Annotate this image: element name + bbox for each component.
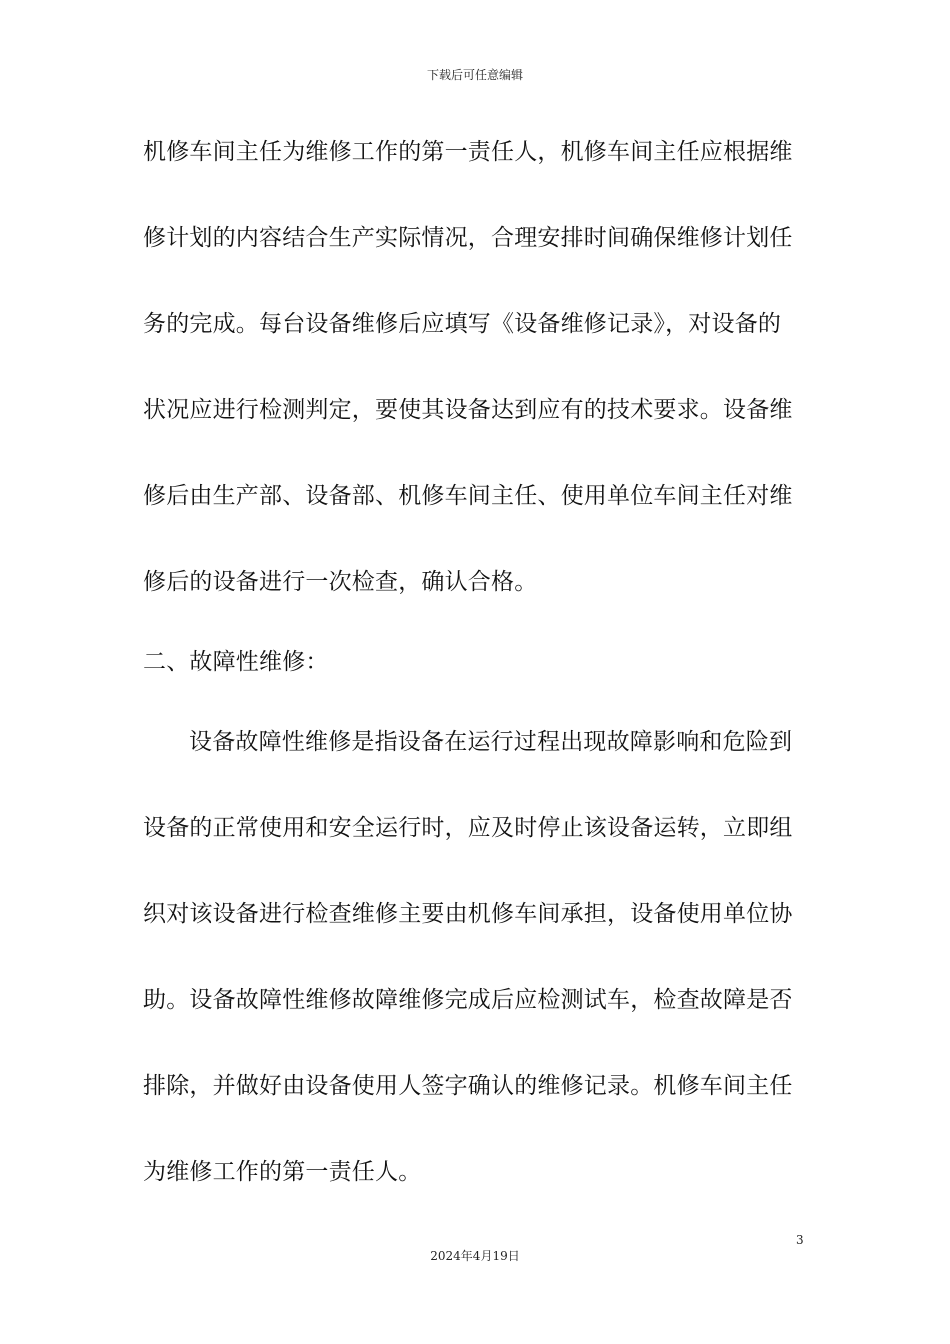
page-number: 3	[796, 1233, 804, 1247]
text-line: 设备的正常使用和安全运行时，应及时停止该设备运转，立即组	[143, 815, 793, 841]
document-body	[143, 122, 807, 1228]
text-line: 为维修工作的第一责任人。	[143, 1159, 422, 1185]
text-line: 务的完成。每台设备维修后应填写《设备维修记录》，对设备的	[143, 311, 782, 337]
text-line: 修后的设备进行一次检查，确认合格。	[143, 569, 538, 595]
text-line: 修计划的内容结合生产实际情况，合理安排时间确保维修计划任	[143, 225, 793, 251]
text-line: 助。设备故障性维修故障维修完成后应检测试车，检查故障是否	[143, 987, 793, 1013]
text-line: 设备故障性维修是指设备在运行过程出现故障影响和危险到	[189, 729, 793, 755]
text-line: 机修车间主任为维修工作的第一责任人，机修车间主任应根据维	[143, 139, 793, 165]
section-heading: 二、故障性维修：	[143, 649, 329, 675]
page-header: 下载后可任意编辑	[426, 68, 523, 82]
text-line: 排除，并做好由设备使用人签字确认的维修记录。机修车间主任	[143, 1073, 793, 1099]
text-line: 修后由生产部、设备部、机修车间主任、使用单位车间主任对维	[143, 483, 793, 509]
text-line: 织对该设备进行检查维修主要由机修车间承担，设备使用单位协	[143, 901, 793, 927]
footer-date: 2024年4月19日	[430, 1249, 520, 1263]
text-line: 状况应进行检测判定，要使其设备达到应有的技术要求。设备维	[143, 397, 793, 423]
